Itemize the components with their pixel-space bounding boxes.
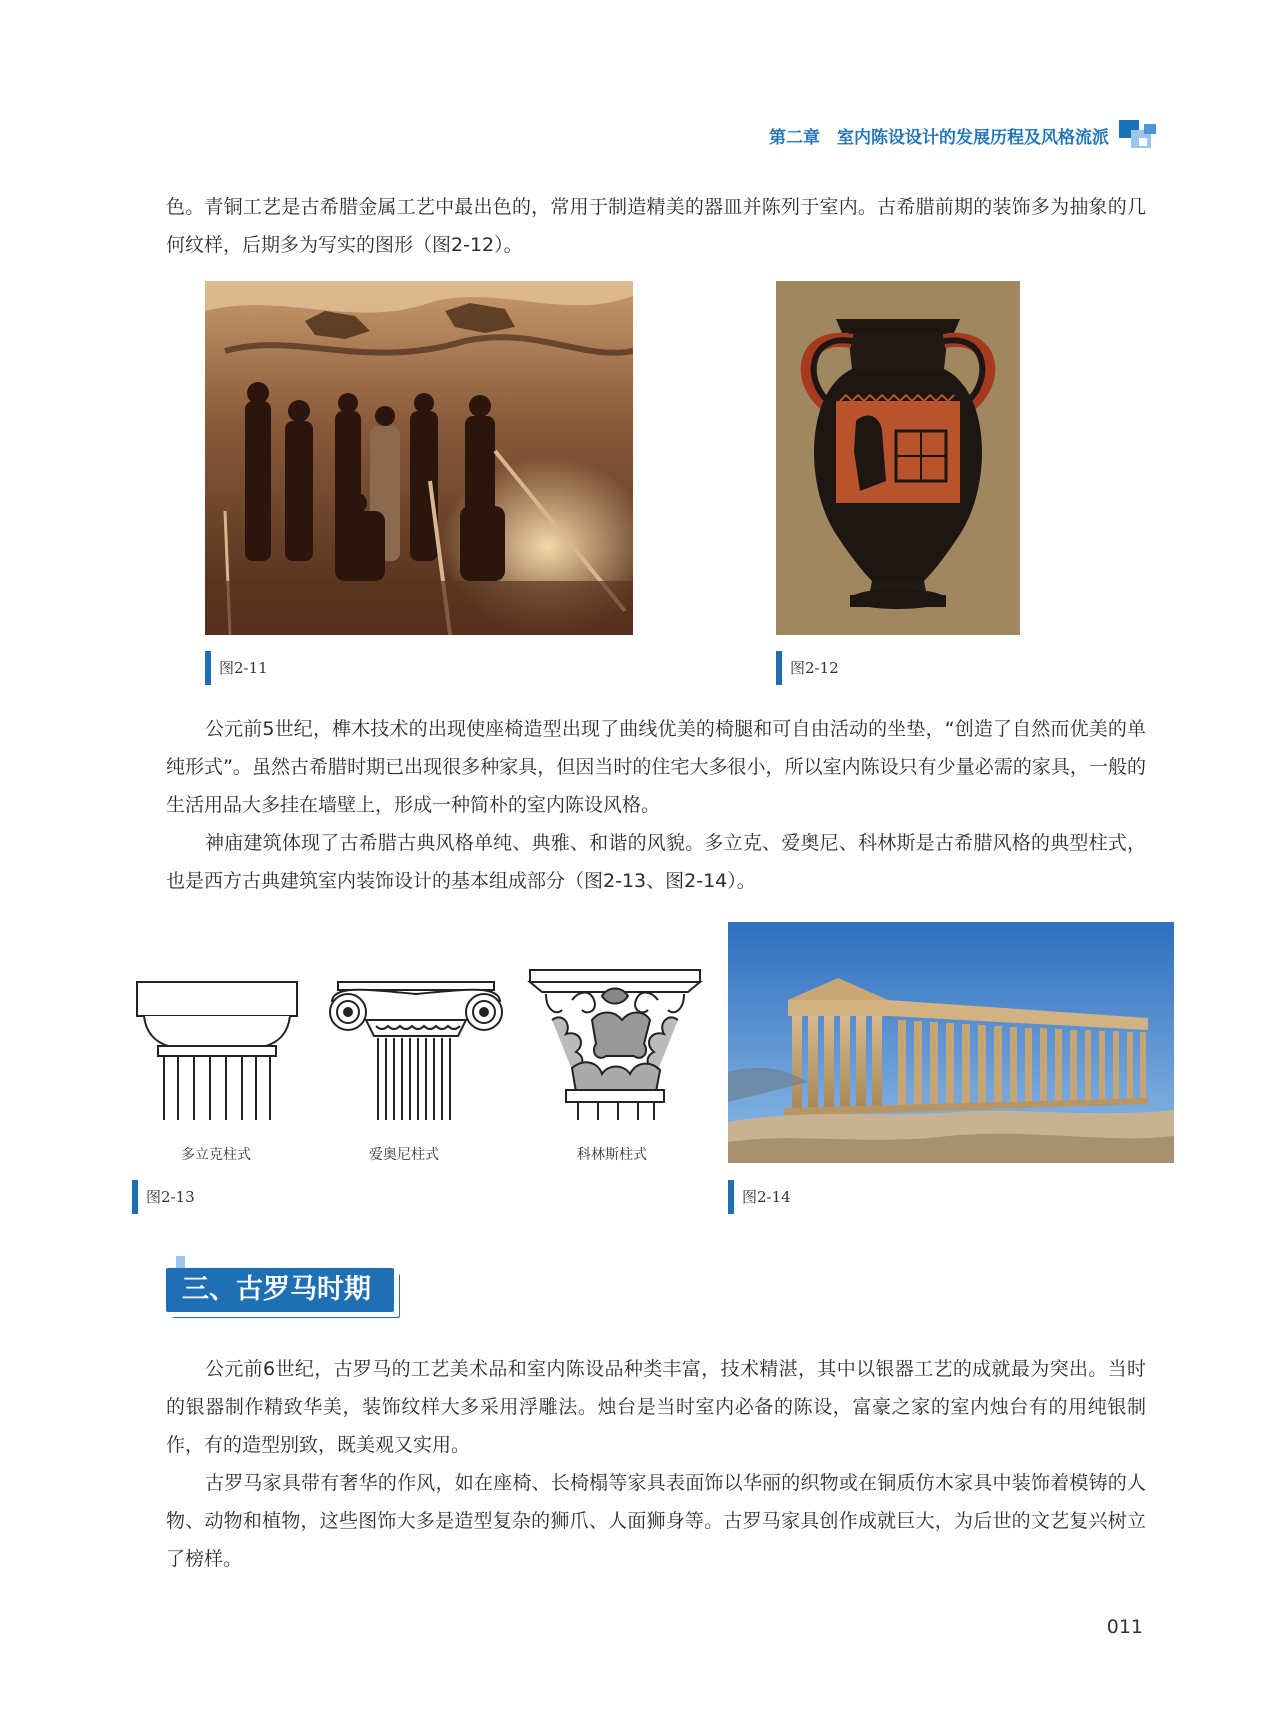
figure-2-11-cave-photo xyxy=(205,281,633,635)
doric-capital-drawing xyxy=(137,982,297,1120)
figure-2-13-column-orders xyxy=(132,960,712,1130)
figure-2-14-parthenon-photo xyxy=(728,922,1174,1163)
paragraph-furniture: 公元前5世纪，榫木技术的出现使座椅造型出现了曲线优美的椅腿和可自由活动的坐垫，“创造了自然而优美的单纯形式”。虽然古希腊时期已出现很多种家具，但因当时的住宅大多很小，所以室内陈设只有少量必需的家具，一般的生活用品大多挂在墙壁上，形成一种简朴的室内陈设风格。 xyxy=(166,718,1146,816)
caption-2-13: 图2-13 xyxy=(132,1180,195,1214)
chapter-title: 第二章 室内陈设设计的发展历程及风格流派 xyxy=(769,127,1109,148)
header-logo-mark xyxy=(1119,120,1159,150)
ionic-capital-drawing xyxy=(330,982,502,1120)
page-number: 011 xyxy=(1106,1616,1143,1638)
paragraph-temples: 神庙建筑体现了古希腊古典风格单纯、典雅、和谐的风貌。多立克、爱奥尼、科林斯是古希腊风格的典型柱式，也是西方古典建筑室内装饰设计的基本组成部分（图2-13、图2-14）。 xyxy=(166,832,1146,892)
section-title: 三、古罗马时期 xyxy=(166,1268,394,1312)
corinthian-capital-drawing xyxy=(530,970,700,1120)
paragraph-silverware: 公元前6世纪，古罗马的工艺美术品和室内陈设品种类丰富，技术精湛，其中以银器工艺的成就最为突出。当时的银器制作精致华美，装饰纹样大多采用浮雕法。烛台是当时室内必备的陈设，富豪之家的室内烛台有的用纯银制作，有的造型别致，既美观又实用。 xyxy=(166,1358,1146,1456)
caption-2-11: 图2-11 xyxy=(205,651,268,685)
figure-2-12-amphora xyxy=(776,281,1020,635)
paragraph-bronze: 色。青铜工艺是古希腊金属工艺中最出色的，常用于制造精美的器皿并陈列于室内。古希腊前期的装饰多为抽象的几何纹样，后期多为写实的图形（图2-12）。 xyxy=(166,196,1146,256)
label-corinthian: 科林斯柱式 xyxy=(577,1147,647,1163)
caption-2-14: 图2-14 xyxy=(728,1180,791,1214)
caption-2-12: 图2-12 xyxy=(776,651,839,685)
running-header xyxy=(769,120,1159,150)
label-ionic: 爱奥尼柱式 xyxy=(369,1147,439,1163)
paragraph-roman-furniture: 古罗马家具带有奢华的作风，如在座椅、长椅榻等家具表面饰以华丽的织物或在铜质仿木家具中装饰着模铸的人物、动物和植物，这些图饰大多是造型复杂的狮爪、人面狮身等。古罗马家具创作成就巨大，为后世的文艺复兴树立了榜样。 xyxy=(166,1472,1146,1570)
label-doric: 多立克柱式 xyxy=(181,1147,251,1163)
